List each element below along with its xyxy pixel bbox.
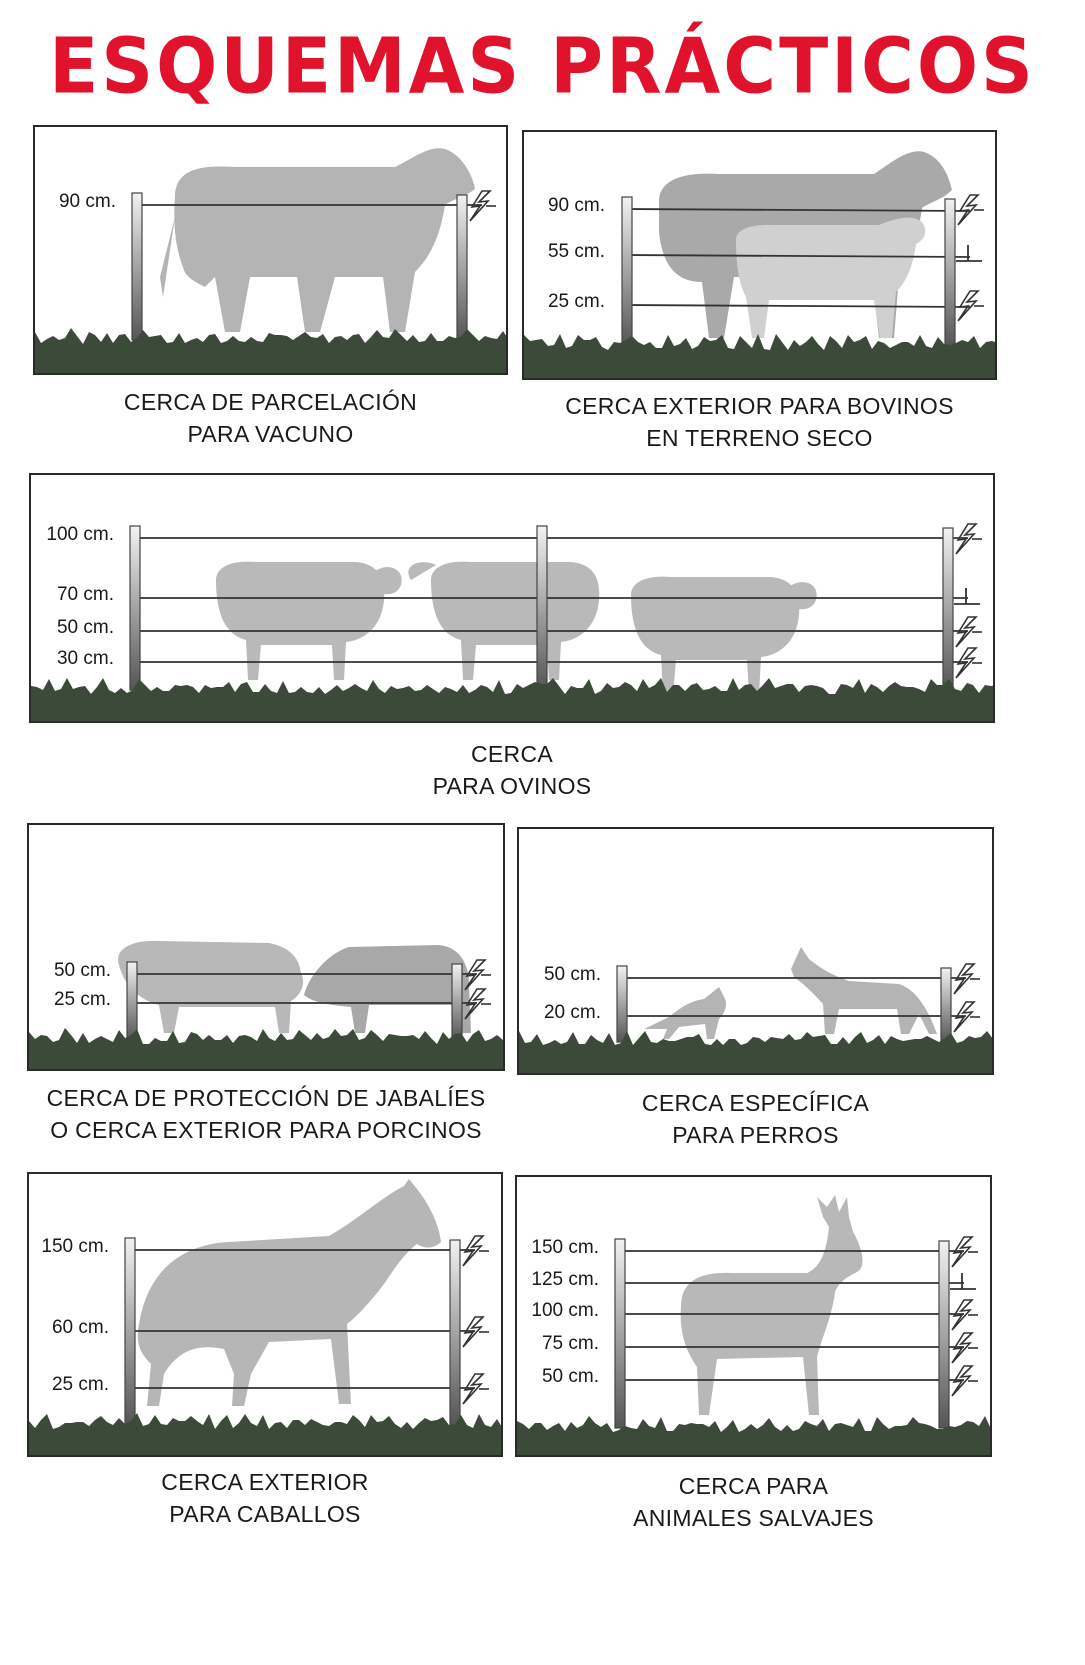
fence-diagram-svg (519, 829, 994, 1075)
lightning-bolt-icon (956, 524, 982, 554)
fence-post (537, 526, 547, 690)
panel-porcinos (27, 823, 505, 1071)
fence-post (617, 966, 627, 1042)
height-label: 50 cm. (56, 617, 114, 638)
animal-silhouette (736, 218, 925, 338)
caption-line: CERCA ESPECÍFICA (641, 1090, 870, 1116)
panel-caption (27, 1082, 505, 1146)
caption-line: PARA OVINOS (432, 773, 592, 799)
caption-line: CERCA EXTERIOR PARA BOVINOS (565, 393, 954, 419)
ground-strip (517, 1416, 992, 1457)
panel-caption (515, 1470, 992, 1534)
lightning-bolt-icon (954, 1002, 980, 1032)
caption-line: O CERCA EXTERIOR PARA PORCINOS (50, 1117, 482, 1143)
fence-wire (627, 305, 970, 307)
fence-post (943, 528, 953, 690)
height-label: 25 cm. (547, 291, 605, 312)
fence-post (130, 526, 140, 690)
panel-caption (517, 1087, 994, 1151)
caption-line: PARA CABALLOS (169, 1501, 361, 1527)
lightning-bolt-icon (958, 195, 984, 225)
lightning-bolt-icon (463, 1374, 489, 1404)
height-label: 90 cm. (58, 191, 116, 212)
animal-silhouette (681, 1195, 863, 1415)
panel-caption (29, 738, 995, 802)
page-title: ESQUEMAS PRÁCTICOS (49, 21, 1036, 111)
ground-terminal-icon (954, 588, 980, 604)
panel-caption (27, 1466, 503, 1530)
panel-caballos (27, 1172, 503, 1457)
panel-ovinos (29, 473, 995, 723)
lightning-bolt-icon (952, 1366, 978, 1396)
ground-strip (524, 334, 997, 380)
lightning-bolt-icon (465, 960, 491, 990)
lightning-bolt-icon (952, 1237, 978, 1267)
fence-diagram-svg (35, 127, 508, 375)
fence-post (125, 1238, 135, 1425)
height-label: 60 cm. (51, 1317, 109, 1338)
fence-post (945, 199, 955, 346)
height-label: 30 cm. (56, 648, 114, 669)
height-label: 50 cm. (541, 1366, 599, 1387)
caption-line: PARA PERROS (672, 1122, 839, 1148)
ground-terminal-icon (956, 245, 982, 261)
fence-diagram-svg (29, 825, 505, 1071)
animal-silhouette (304, 945, 471, 1033)
animal-silhouette (160, 148, 475, 332)
animal-silhouette (791, 947, 937, 1034)
panel-perros (517, 827, 994, 1075)
ground-terminal-icon (950, 1273, 976, 1289)
fence-post (622, 197, 632, 346)
height-label: 75 cm. (541, 1333, 599, 1354)
panel-caption (522, 390, 997, 454)
animal-silhouette (118, 941, 303, 1033)
fence-post (450, 1240, 460, 1425)
animal-silhouette (644, 987, 726, 1039)
fence-post (615, 1239, 625, 1428)
ground-strip (31, 678, 995, 723)
lightning-bolt-icon (463, 1317, 489, 1347)
lightning-bolt-icon (954, 964, 980, 994)
lightning-bolt-icon (470, 191, 496, 221)
height-label: 50 cm. (543, 964, 601, 985)
caption-line: ANIMALES SALVAJES (633, 1505, 874, 1531)
fence-post (941, 968, 951, 1042)
height-label: 90 cm. (547, 195, 605, 216)
height-label: 20 cm. (543, 1002, 601, 1023)
lightning-bolt-icon (958, 291, 984, 321)
height-label: 50 cm. (53, 960, 111, 981)
caption-line: EN TERRENO SECO (646, 425, 873, 451)
lightning-bolt-icon (956, 617, 982, 647)
height-label: 25 cm. (51, 1374, 109, 1395)
caption-line: CERCA DE PARCELACIÓN (123, 389, 418, 415)
caption-line: CERCA PARA (678, 1473, 829, 1499)
ground-strip (29, 1413, 503, 1457)
animal-silhouette (138, 1179, 441, 1406)
height-label: 70 cm. (56, 584, 114, 605)
fence-post (457, 195, 467, 340)
height-label: 100 cm. (531, 1300, 599, 1321)
caption-line: PARA VACUNO (187, 421, 354, 447)
lightning-bolt-icon (463, 1236, 489, 1266)
fence-diagram-svg (29, 1174, 503, 1457)
ground-strip (35, 328, 508, 375)
height-label: 25 cm. (53, 989, 111, 1010)
caption-line: CERCA (470, 741, 553, 767)
height-label: 150 cm. (41, 1236, 109, 1257)
fence-post (452, 964, 462, 1040)
fence-diagram-svg (31, 475, 995, 723)
caption-line: CERCA EXTERIOR (161, 1469, 369, 1495)
lightning-bolt-icon (956, 648, 982, 678)
height-label: 125 cm. (531, 1269, 599, 1290)
animal-silhouette (631, 577, 817, 695)
height-label: 100 cm. (46, 524, 114, 545)
panel-vacuno (33, 125, 508, 375)
fence-post (132, 193, 142, 340)
fence-post (127, 962, 137, 1040)
caption-line: CERCA DE PROTECCIÓN DE JABALÍES (46, 1085, 486, 1111)
height-label: 55 cm. (547, 241, 605, 262)
lightning-bolt-icon (952, 1333, 978, 1363)
panel-caption (33, 386, 508, 450)
ground-strip (519, 1031, 994, 1075)
ground-strip (29, 1028, 505, 1071)
fence-post (939, 1241, 949, 1428)
lightning-bolt-icon (952, 1300, 978, 1330)
height-label: 150 cm. (531, 1237, 599, 1258)
